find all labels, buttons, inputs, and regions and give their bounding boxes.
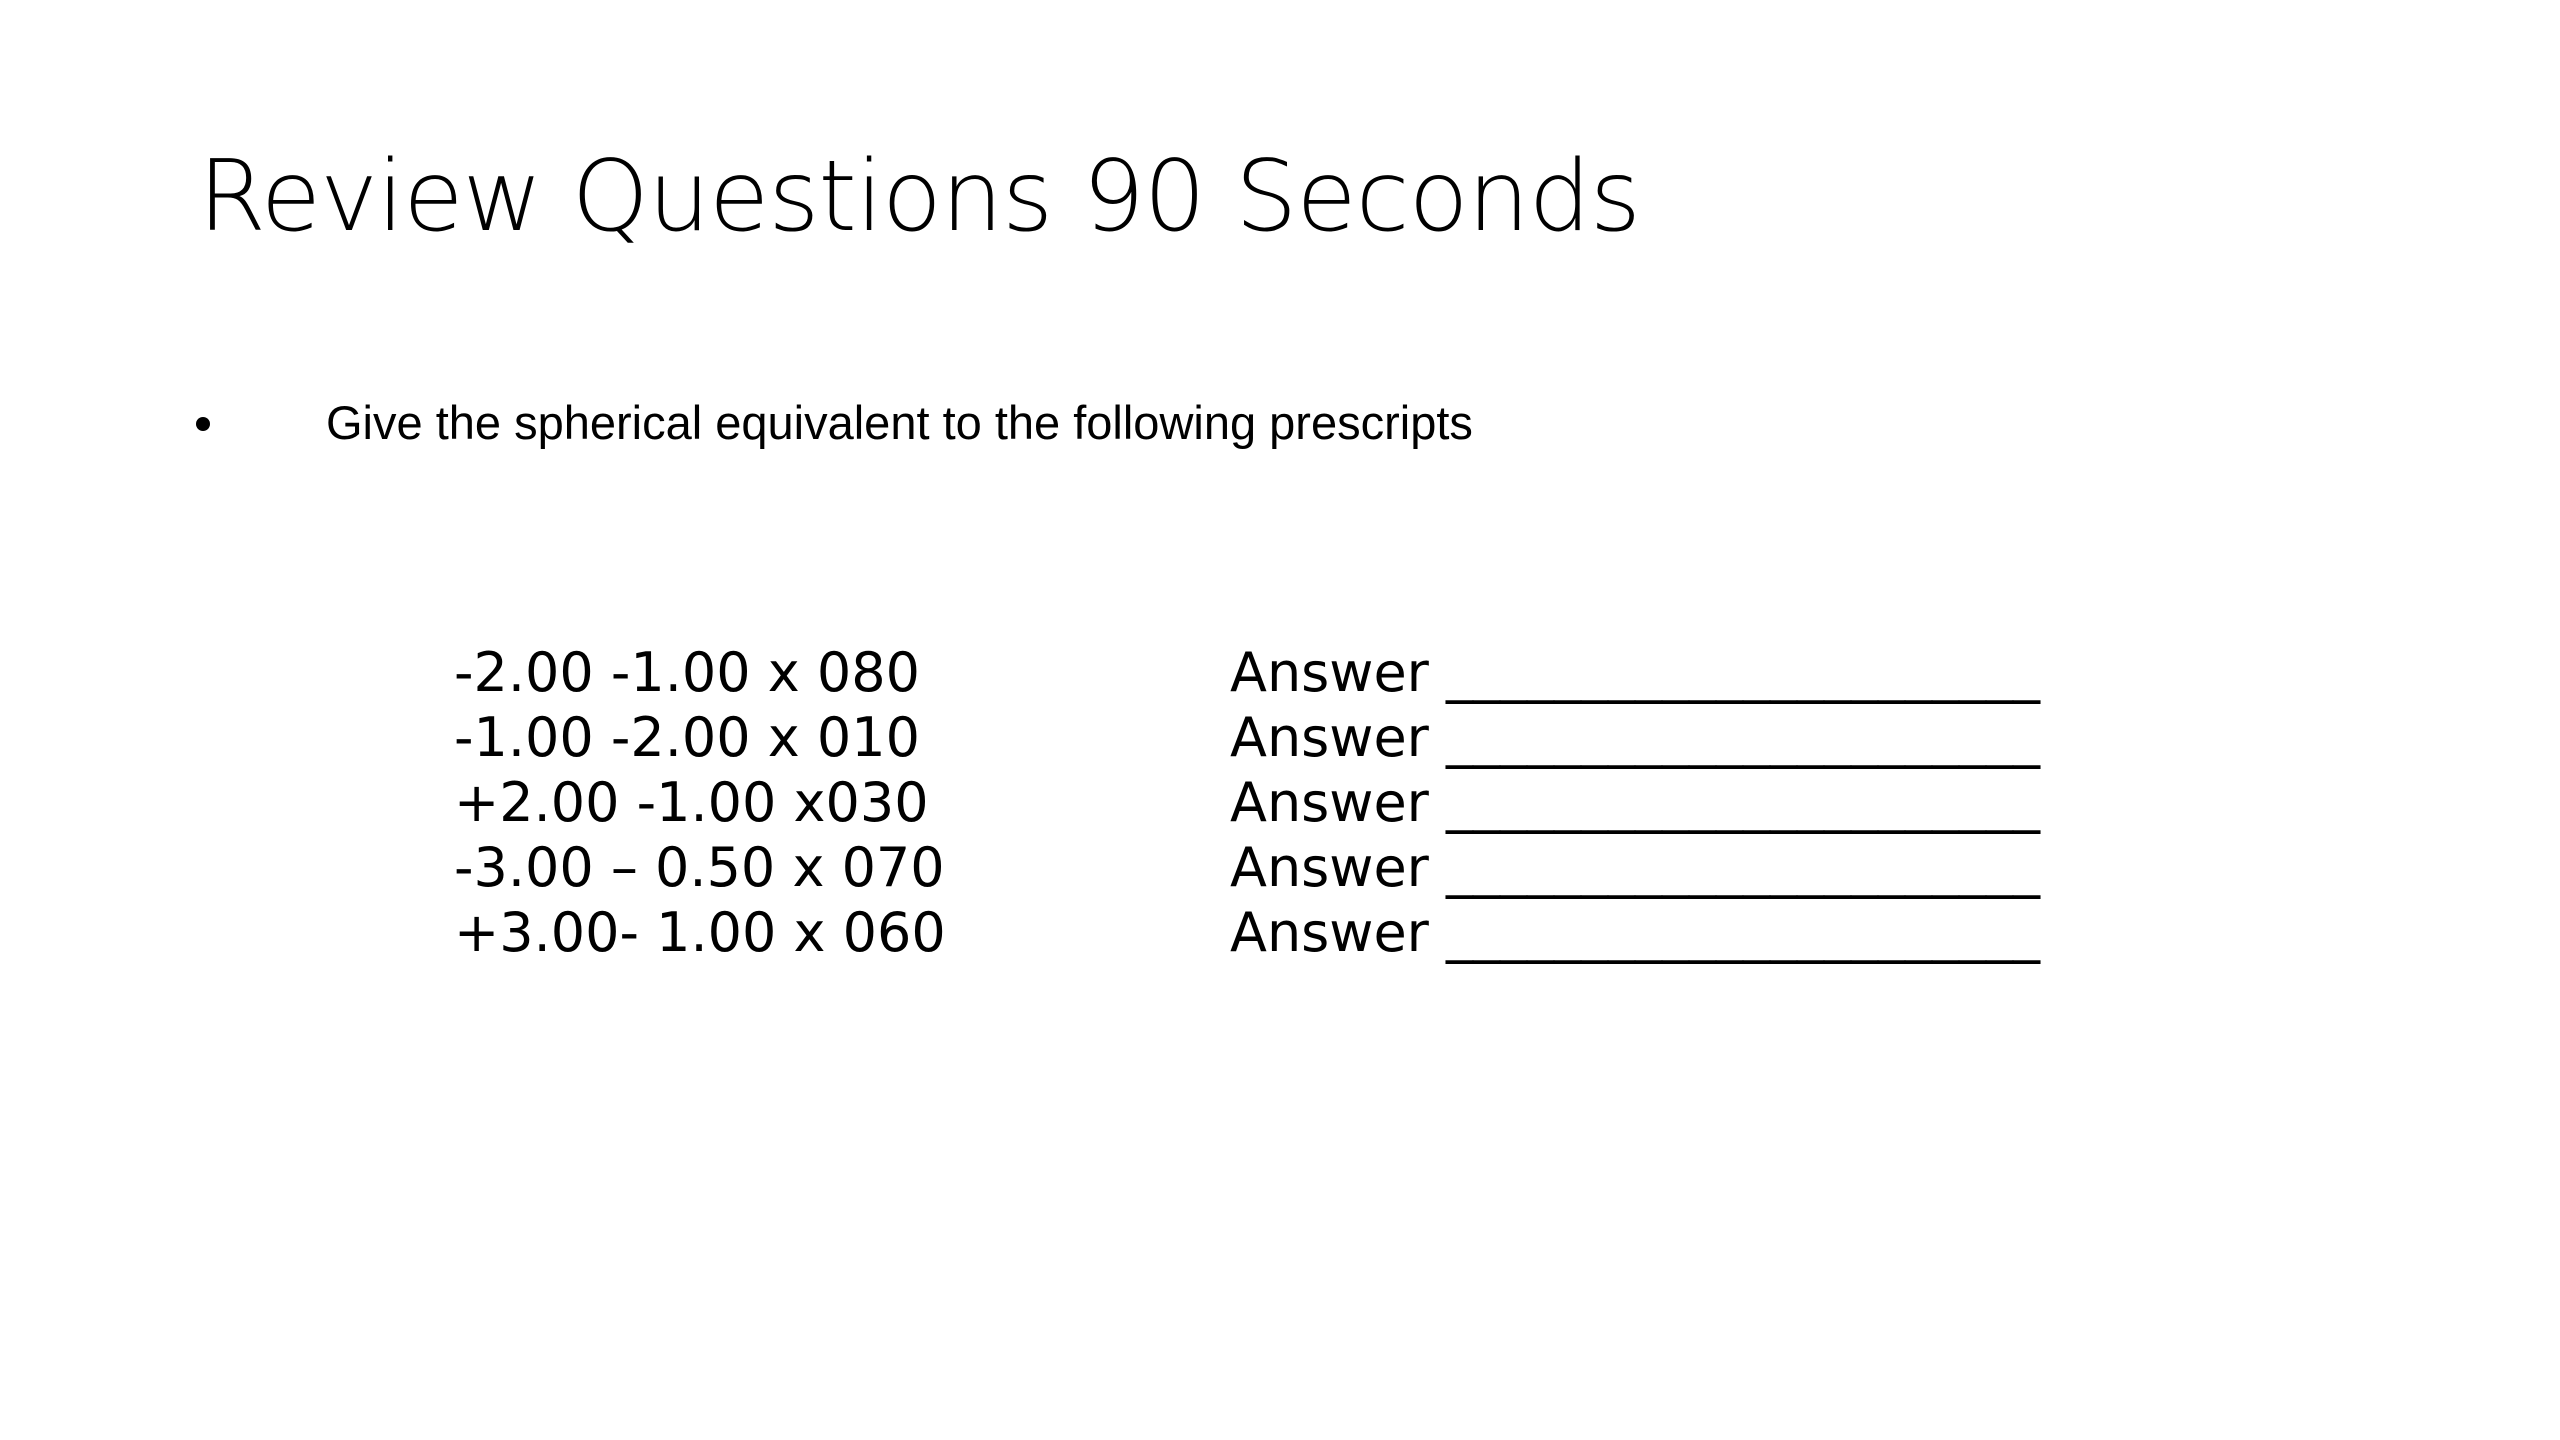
answer-blank: Answer ______________________ — [1230, 836, 2041, 899]
bullet-text: Give the spherical equivalent to the following prescripts — [326, 396, 1473, 449]
prescription-value: -1.00 -2.00 x 010 — [454, 706, 920, 769]
answer-blank: Answer ______________________ — [1230, 901, 2041, 964]
answer-blank: Answer ______________________ — [1230, 771, 2041, 834]
bullet-icon — [196, 417, 210, 431]
prescription-value: -3.00 – 0.50 x 070 — [454, 836, 945, 899]
prescription-value: +3.00- 1.00 x 060 — [454, 901, 946, 964]
slide-title: Review Questions 90 Seconds — [198, 140, 1640, 254]
answer-blank: Answer ______________________ — [1230, 641, 2041, 704]
prescription-value: +2.00 -1.00 x030 — [454, 771, 929, 834]
prescription-value: -2.00 -1.00 x 080 — [454, 641, 920, 704]
answer-blank: Answer ______________________ — [1230, 706, 2041, 769]
